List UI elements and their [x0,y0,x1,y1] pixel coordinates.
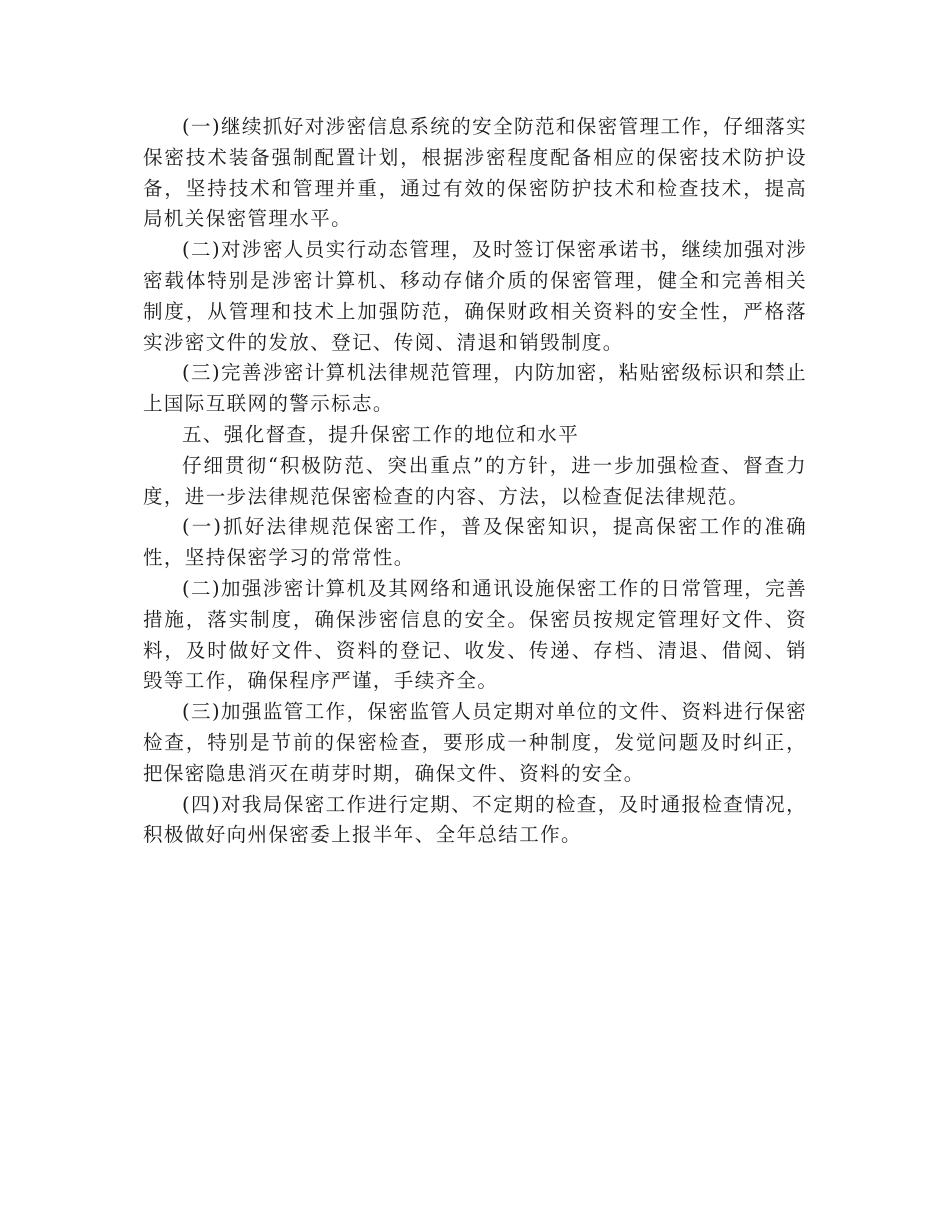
paragraph-7: (二)加强涉密计算机及其网络和通讯设施保密工作的日常管理，完善措施，落实制度，确保涉密信息的安全。保密员按规定管理好文件、资料，及时做好文件、资料的登记、收发、传递、存档、清退、借阅、销毁等工作，确保程序严谨，手续齐全。 [143,576,807,693]
paragraph-1: (一)继续抓好对涉密信息系统的安全防范和保密管理工作，仔细落实保密技术装备强制配置计划，根据涉密程度配备相应的保密技术防护设备，坚持技术和管理并重，通过有效的保密防护技术和检查技术，提高局机关保密管理水平。 [143,115,807,231]
paragraph-2: (二)对涉密人员实行动态管理，及时签订保密承诺书，继续加强对涉密载体特别是涉密计算机、移动存储介质的保密管理，健全和完善相关制度，从管理和技术上加强防范，确保财政相关资料的安全性，严格落实涉密文件的发放、登记、传阅、清退和销毁制度。 [143,238,807,354]
paragraph-6: (一)抓好法律规范保密工作，普及保密知识，提高保密工作的准确性，坚持保密学习的常常性。 [143,515,807,570]
paragraph-5: 仔细贯彻“积极防范、突出重点”的方针，进一步加强检查、督查力度，进一步法律规范保密检查的内容、方法，以检查促法律规范。 [143,453,807,508]
paragraph-3: (三)完善涉密计算机法律规范管理，内防加密，粘贴密级标识和禁止上国际互联网的警示标志。 [143,361,807,416]
paragraph-8: (三)加强监管工作，保密监管人员定期对单位的文件、资料进行保密检查，特别是节前的保密检查，要形成一种制度，发觉问题及时纠正，把保密隐患消灭在萌芽时期，确保文件、资料的安全。 [143,700,807,785]
document-body [143,112,807,851]
section-heading-5: 五、强化督查，提升保密工作的地位和水平 [182,422,580,446]
paragraph-9: (四)对我局保密工作进行定期、不定期的检查，及时通报检查情况，积极做好向州保密委上报半年、全年总结工作。 [143,792,807,847]
